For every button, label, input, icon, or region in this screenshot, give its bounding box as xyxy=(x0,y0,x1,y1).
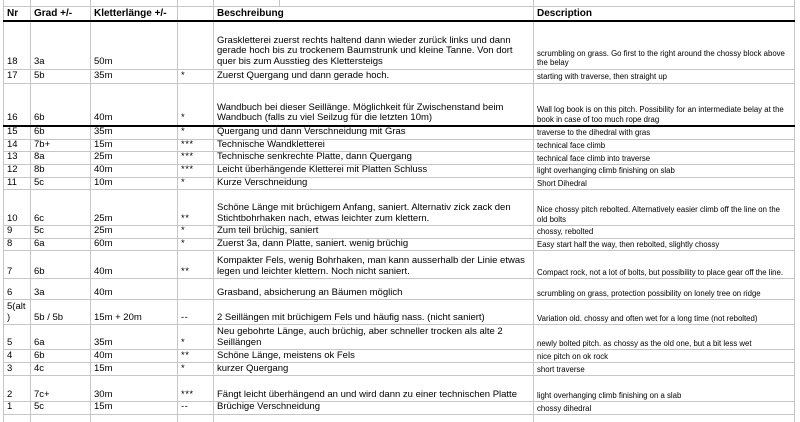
cell-length[interactable]: 30m xyxy=(91,376,178,402)
cell-length[interactable]: 10m xyxy=(91,177,178,190)
cell-nr[interactable]: 17 xyxy=(4,69,31,83)
cell-beschreibung[interactable]: Technische Wandkletterei xyxy=(214,139,534,152)
cell-nr[interactable]: 6 xyxy=(4,279,31,300)
cell-beschreibung[interactable]: Kompakter Fels, wenig Bohrhaken, man kann ausserhalb der Linie etwas legen und leichter klettern. Noch nicht saniert. xyxy=(214,251,534,279)
cell-stars[interactable]: * xyxy=(178,238,214,251)
cell-nr[interactable]: 5 xyxy=(4,325,31,350)
cell-nr[interactable]: 15 xyxy=(4,126,31,139)
cell-beschreibung[interactable]: Wandbuch bei dieser Seillänge. Möglichkeit für Zwischenstand beim Wandbuch (falls zu viel Seilzug für die letzten 10m) xyxy=(214,83,534,126)
cell-nr[interactable]: 11 xyxy=(4,177,31,190)
cell-beschreibung[interactable]: Schöne Länge, meistens ok Fels xyxy=(214,350,534,363)
cell-empty[interactable] xyxy=(4,415,31,422)
cell-nr[interactable]: 18 xyxy=(4,21,31,69)
cell-description[interactable]: light overhanging climb finishing on slab xyxy=(534,164,795,177)
table-row xyxy=(4,21,795,69)
cell-description[interactable]: Wall log book is on this pitch. Possibility for an intermediate belay at the book in case of too much rope drag xyxy=(534,83,795,126)
cell-empty[interactable] xyxy=(534,415,795,422)
cell-grad[interactable]: 5c xyxy=(31,177,91,190)
cell-stars[interactable]: *** xyxy=(178,164,214,177)
cell-beschreibung[interactable]: Technische senkrechte Platte, dann Quergang xyxy=(214,152,534,165)
cell-description[interactable]: technical face climb xyxy=(534,139,795,152)
cell-stars[interactable]: *** xyxy=(178,376,214,402)
cell-beschreibung[interactable]: 2 Seillängen mit brüchigem Fels und häufig nass. (nicht saniert) xyxy=(214,300,534,325)
cell-stars[interactable]: -- xyxy=(178,402,214,415)
cell-stars[interactable]: * xyxy=(178,177,214,190)
cell-nr[interactable]: 16 xyxy=(4,83,31,126)
header-row xyxy=(4,6,795,21)
cell-empty[interactable] xyxy=(178,415,214,422)
cell-description[interactable]: Variation old. chossy and often wet for a long time (not rebolted) xyxy=(534,300,795,325)
cell-beschreibung[interactable]: Zuerst Quergang und dann gerade hoch. xyxy=(214,69,534,83)
cell-description[interactable]: Easy start half the way, then rebolted, slightly chossy xyxy=(534,238,795,251)
cell-description[interactable]: chossy dihedral xyxy=(534,402,795,415)
cell-nr[interactable]: 14 xyxy=(4,139,31,152)
cell-grad[interactable]: 5c xyxy=(31,226,91,239)
cell-length[interactable]: 35m xyxy=(91,69,178,83)
cell-stars[interactable]: *** xyxy=(178,139,214,152)
cell-length[interactable]: 15m xyxy=(91,139,178,152)
cell-stars[interactable]: * xyxy=(178,83,214,126)
cell-beschreibung[interactable]: Kurze Verschneidung xyxy=(214,177,534,190)
cell-beschreibung[interactable]: kurzer Quergang xyxy=(214,363,534,376)
cell-length[interactable]: 50m xyxy=(91,21,178,69)
cell-beschreibung[interactable]: Zum teil brüchig, saniert xyxy=(214,226,534,239)
cell-nr[interactable]: 9 xyxy=(4,226,31,239)
table-row xyxy=(4,402,795,415)
cell-grad[interactable]: 6b xyxy=(31,83,91,126)
cell-description[interactable]: chossy, rebolted xyxy=(534,226,795,239)
table-row xyxy=(4,279,795,300)
cell-description[interactable]: nice pitch on ok rock xyxy=(534,350,795,363)
cell-nr[interactable]: 12 xyxy=(4,164,31,177)
cell-length[interactable]: 15m xyxy=(91,402,178,415)
table-row xyxy=(4,376,795,402)
header-beschreibung[interactable]: Beschreibung xyxy=(214,6,534,21)
table-row xyxy=(4,126,795,139)
cell-grad[interactable]: 6a xyxy=(31,238,91,251)
cell-grad[interactable]: 8b xyxy=(31,164,91,177)
table-row xyxy=(4,350,795,363)
table-row xyxy=(4,152,795,165)
cell-grad[interactable]: 3a xyxy=(31,279,91,300)
cell-stars[interactable]: * xyxy=(178,126,214,139)
cell-grad[interactable]: 6c xyxy=(31,190,91,226)
cell-description[interactable]: newly bolted pitch. as chossy as the old one, but a bit less wet xyxy=(534,325,795,350)
header-grad[interactable]: Grad +/- xyxy=(31,6,91,21)
cell-length[interactable]: 25m xyxy=(91,152,178,165)
cell-stars[interactable]: * xyxy=(178,325,214,350)
cell-grad[interactable]: 4c xyxy=(31,363,91,376)
cell-nr[interactable]: 7 xyxy=(4,251,31,279)
cell-beschreibung[interactable]: Zuerst 3a, dann Platte, saniert. wenig brüchig xyxy=(214,238,534,251)
table-row xyxy=(4,226,795,239)
cell-stars[interactable]: ** xyxy=(178,190,214,226)
cell-beschreibung[interactable]: Schöne Länge mit brüchigem Anfang, saniert. Alternativ zick zack den Stichtbohrhaken nach, etwas leichter zum klettern. xyxy=(214,190,534,226)
table-row xyxy=(4,363,795,376)
cell-description[interactable]: scrumbling on grass, protection possibility on lonely tree on ridge xyxy=(534,279,795,300)
table-row xyxy=(4,83,795,126)
table-row xyxy=(4,300,795,325)
cell-description[interactable]: light overhanging climb finishing on a slab xyxy=(534,376,795,402)
cell-length[interactable]: 60m xyxy=(91,238,178,251)
cell-grad[interactable]: 6b xyxy=(31,350,91,363)
cell-length[interactable]: 15m xyxy=(91,363,178,376)
cell-nr[interactable]: 3 xyxy=(4,363,31,376)
cell-description[interactable]: traverse to the dihedral with gras xyxy=(534,126,795,139)
cell-grad[interactable]: 6a xyxy=(31,325,91,350)
cell-description[interactable]: scrumbling on grass. Go first to the right around the chossy block above the belay xyxy=(534,21,795,69)
cell-beschreibung[interactable]: Neu gebohrte Länge, auch brüchig, aber schneller trocken als alte 2 Seillängen xyxy=(214,325,534,350)
cell-beschreibung[interactable]: Brüchige Verschneidung xyxy=(214,402,534,415)
cell-length[interactable]: 15m + 20m xyxy=(91,300,178,325)
cell-length[interactable]: 40m xyxy=(91,350,178,363)
cell-nr[interactable]: 1 xyxy=(4,402,31,415)
cell-length[interactable]: 35m xyxy=(91,325,178,350)
table-row xyxy=(4,238,795,251)
cell-stars[interactable]: *** xyxy=(178,152,214,165)
cell-stars[interactable]: * xyxy=(178,69,214,83)
cell-grad[interactable]: 5b xyxy=(31,69,91,83)
cell-description[interactable]: technical face climb into traverse xyxy=(534,152,795,165)
cell-length[interactable]: 40m xyxy=(91,83,178,126)
cell-description[interactable]: Compact rock, not a lot of bolts, but possibility to place gear off the line. xyxy=(534,251,795,279)
cell-beschreibung[interactable]: Quergang und dann Verschneidung mit Gras xyxy=(214,126,534,139)
cell-stars[interactable]: ** xyxy=(178,251,214,279)
header-kletterlaenge[interactable]: Kletterlänge +/- xyxy=(91,6,178,21)
cell-stars[interactable]: * xyxy=(178,226,214,239)
table-row xyxy=(4,164,795,177)
cell-nr[interactable]: 4 xyxy=(4,350,31,363)
table-row xyxy=(4,139,795,152)
cell-grad[interactable]: 7b+ xyxy=(31,139,91,152)
header-nr[interactable]: Nr xyxy=(4,6,31,21)
cell-grad[interactable]: 6b xyxy=(31,251,91,279)
cell-nr[interactable]: 5(alt) xyxy=(4,300,31,325)
cell-grad[interactable]: 5c xyxy=(31,402,91,415)
cell-nr[interactable]: 2 xyxy=(4,376,31,402)
header-description[interactable]: Description xyxy=(534,6,795,21)
table-row xyxy=(4,251,795,279)
cell-grad[interactable]: 8a xyxy=(31,152,91,165)
cell-stars[interactable]: -- xyxy=(178,300,214,325)
cell-length[interactable]: 25m xyxy=(91,190,178,226)
cell-stars[interactable]: ** xyxy=(178,350,214,363)
cell-length[interactable]: 35m xyxy=(91,126,178,139)
cell-grad[interactable]: 6b xyxy=(31,126,91,139)
cell-stars[interactable] xyxy=(178,279,214,300)
table-row xyxy=(4,177,795,190)
routes-table xyxy=(3,0,795,422)
cell-beschreibung[interactable]: Fängt leicht überhängend an und wird dann zu einer technischen Platte xyxy=(214,376,534,402)
partial-row-bottom xyxy=(4,415,795,422)
cell-nr[interactable]: 13 xyxy=(4,152,31,165)
cell-length[interactable]: 25m xyxy=(91,226,178,239)
cell-beschreibung[interactable]: Leicht überhängende Kletterei mit Platten Schluss xyxy=(214,164,534,177)
cell-nr[interactable]: 10 xyxy=(4,190,31,226)
cell-length[interactable]: 40m xyxy=(91,279,178,300)
cell-length[interactable]: 40m xyxy=(91,164,178,177)
cell-empty[interactable] xyxy=(31,415,91,422)
cell-description[interactable]: Nice chossy pitch rebolted. Alternatively easier climb off the line on the old bolts xyxy=(534,190,795,226)
cell-stars[interactable]: * xyxy=(178,363,214,376)
table-row xyxy=(4,69,795,83)
cell-description[interactable]: starting with traverse, then straight up xyxy=(534,69,795,83)
table-row xyxy=(4,325,795,350)
cell-grad[interactable]: 7c+ xyxy=(31,376,91,402)
cell-empty[interactable] xyxy=(91,415,178,422)
cell-nr[interactable]: 8 xyxy=(4,238,31,251)
cell-description[interactable]: short traverse xyxy=(534,363,795,376)
cell-grad[interactable]: 5b / 5b xyxy=(31,300,91,325)
cell-description[interactable]: Short Dihedral xyxy=(534,177,795,190)
cell-beschreibung[interactable]: Grasband, absicherung an Bäumen möglich xyxy=(214,279,534,300)
cell-grad[interactable]: 3a xyxy=(31,21,91,69)
cell-empty[interactable] xyxy=(214,415,534,422)
cell-beschreibung[interactable]: Graskletterei zuerst rechts haltend dann wieder zurück links und dann gerade hoch bis zu trockenem Baumstrunk und kleine Tanne. Von dort quer bis zum Ausstieg des Klettersteigs xyxy=(214,21,534,69)
header-stars[interactable] xyxy=(178,6,214,21)
cell-length[interactable]: 40m xyxy=(91,251,178,279)
cell-stars[interactable] xyxy=(178,21,214,69)
table-row xyxy=(4,190,795,226)
